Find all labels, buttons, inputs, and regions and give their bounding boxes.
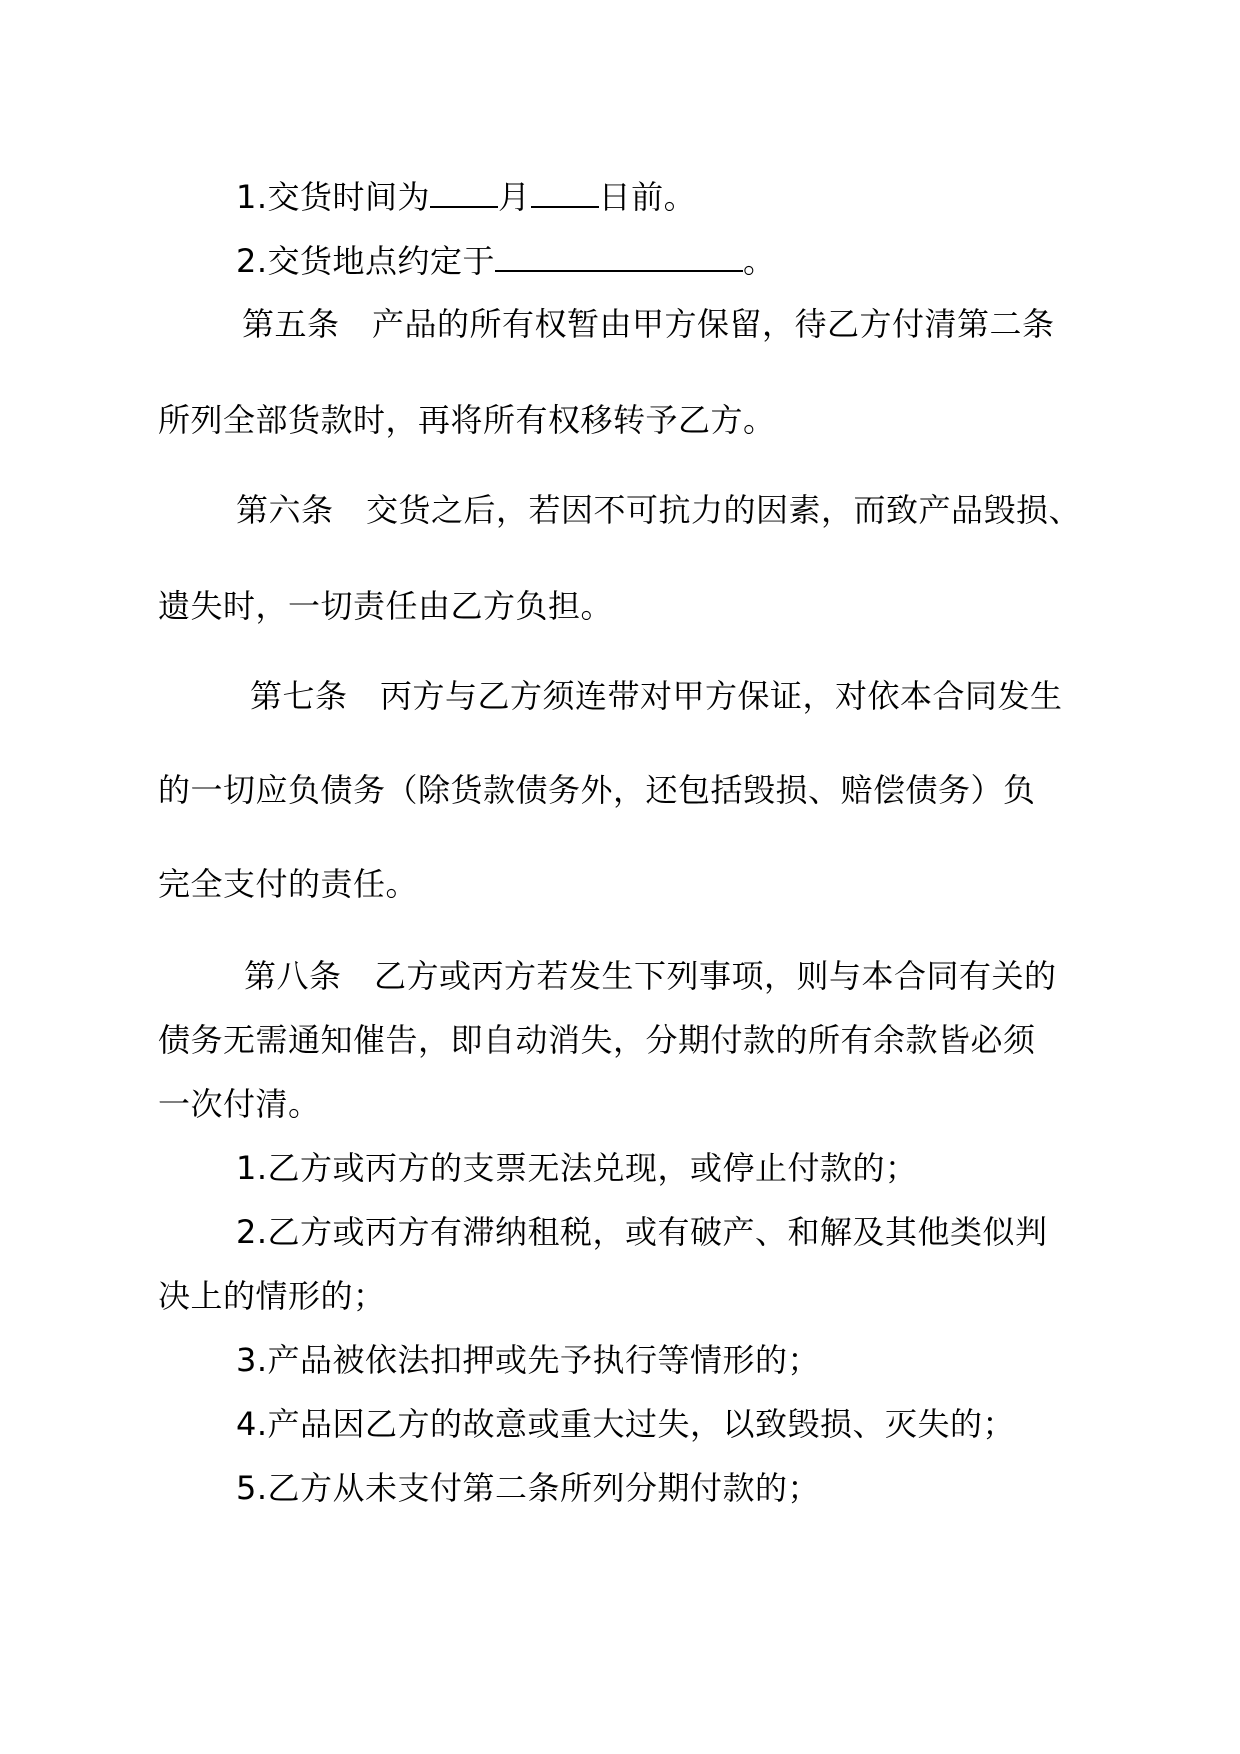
article7-line2: 的一切应负债务（除货款债务外，还包括毁损、赔偿债务）负: [158, 771, 1036, 809]
article5-line1: 第五条 产品的所有权暂由甲方保留，待乙方付清第二条: [242, 305, 1055, 343]
delivery-time-item: [236, 176, 696, 217]
month-label: 月: [498, 178, 531, 216]
article6-line2: 遗失时，一切责任由乙方负担。: [158, 587, 614, 625]
list-item: 4.产品因乙方的故意或重大过失，以致毁损、灭失的；: [236, 1405, 1016, 1443]
list-item: 2.乙方或丙方有滞纳租税，或有破产、和解及其他类似判: [236, 1213, 1048, 1251]
delivery-time-prefix: 1.交货时间为: [236, 178, 431, 216]
delivery-place-item: [236, 240, 776, 281]
month-blank: [430, 176, 498, 208]
article7-line1: 第七条 丙方与乙方须连带对甲方保证，对依本合同发生: [250, 677, 1063, 715]
list-item: 5.乙方从未支付第二条所列分期付款的；: [236, 1469, 821, 1507]
article5-line2: 所列全部货款时，再将所有权移转予乙方。: [158, 401, 776, 439]
list-item-continuation: 决上的情形的；: [158, 1277, 386, 1315]
day-blank: [531, 176, 599, 208]
article6-line1: 第六条 交货之后，若因不可抗力的因素，而致产品毁损、: [236, 491, 1082, 529]
article8-line1: 第八条 乙方或丙方若发生下列事项，则与本合同有关的: [244, 957, 1057, 995]
list-item: 3.产品被依法扣押或先予执行等情形的；: [236, 1341, 821, 1379]
delivery-place-prefix: 2.交货地点约定于: [236, 242, 496, 280]
list-item: 1.乙方或丙方的支票无法兑现，或停止付款的；: [236, 1149, 918, 1187]
article8-line3: 一次付清。: [158, 1085, 321, 1123]
place-blank: [495, 240, 743, 272]
article7-line3: 完全支付的责任。: [158, 865, 419, 903]
article8-line2: 债务无需通知催告，即自动消失，分期付款的所有余款皆必须: [158, 1021, 1036, 1059]
delivery-time-suffix: 日前。: [598, 178, 697, 216]
delivery-place-suffix: 。: [743, 242, 776, 280]
